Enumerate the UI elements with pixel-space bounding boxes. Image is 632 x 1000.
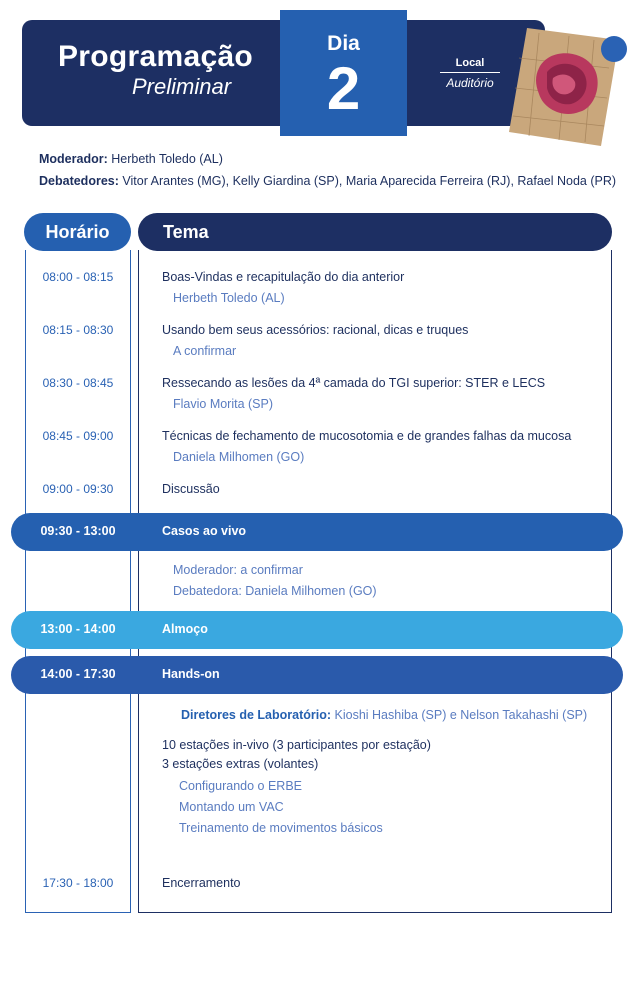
session-time: 08:45 - 09:00 <box>42 429 114 443</box>
debaters-label: Debatedores: <box>39 174 119 188</box>
moderator-line <box>39 152 223 166</box>
session-speaker: A confirmar <box>173 344 237 358</box>
session-topic: Discussão <box>162 482 220 496</box>
day-label: Dia <box>327 32 360 55</box>
live-cases-label: Casos ao vivo <box>162 524 247 538</box>
session-topic: Ressecando as lesões da 4ª camada do TGI superior: STER e LECS <box>162 376 546 390</box>
live-moderator: Moderador: a confirmar <box>173 563 303 577</box>
moderator-value: Herbeth Toledo (AL) <box>111 152 223 166</box>
closing-label: Encerramento <box>162 876 241 890</box>
session-topic: Usando bem seus acessórios: racional, dicas e truques <box>162 323 469 337</box>
time-column <box>25 250 131 913</box>
debaters-value: Vitor Arantes (MG), Kelly Giardina (SP), Maria Aparecida Ferreira (RJ), Rafael Noda (PR) <box>122 174 617 188</box>
handson-time: 14:00 - 17:30 <box>40 667 116 681</box>
closing-time: 17:30 - 18:00 <box>42 876 114 890</box>
local-divider <box>440 72 500 73</box>
session-time: 09:00 - 09:30 <box>42 482 114 496</box>
handson-item: Configurando o ERBE <box>179 779 302 793</box>
lab-directors <box>181 708 587 722</box>
time-column-header: Horário <box>24 213 131 251</box>
session-speaker: Flavio Morita (SP) <box>173 397 274 411</box>
decorative-dot <box>601 36 627 62</box>
live-cases-band <box>11 513 623 551</box>
session-speaker: Herbeth Toledo (AL) <box>173 291 285 305</box>
topic-column-header: Tema <box>138 213 612 251</box>
local-value: Auditório <box>446 76 494 90</box>
live-cases-time: 09:30 - 13:00 <box>40 524 116 538</box>
lab-directors-value: Kioshi Hashiba (SP) e Nelson Takahashi (SP) <box>334 708 588 722</box>
handson-item: Treinamento de movimentos básicos <box>179 821 383 835</box>
session-time: 08:00 - 08:15 <box>42 270 114 284</box>
page-subtitle: Preliminar <box>132 74 232 99</box>
lab-directors-label: Diretores de Laboratório: <box>181 708 332 722</box>
page-title: Programação <box>58 40 254 73</box>
lunch-time: 13:00 - 14:00 <box>40 622 116 636</box>
handson-item: Montando um VAC <box>179 800 284 814</box>
handson-band <box>11 656 623 694</box>
lunch-band <box>11 611 623 649</box>
local-label: Local <box>455 57 485 69</box>
session-time: 08:15 - 08:30 <box>42 323 114 337</box>
day-number: 2 <box>326 55 361 122</box>
session-topic: Técnicas de fechamento de mucosotomia e de grandes falhas da mucosa <box>162 429 572 443</box>
moderator-label: Moderador: <box>39 152 108 166</box>
extra-stations-text: 3 estações extras (volantes) <box>162 757 319 771</box>
handson-label: Hands-on <box>162 667 220 681</box>
stations-text: 10 estações in-vivo (3 participantes por estação) <box>162 738 431 752</box>
live-debater: Debatedora: Daniela Milhomen (GO) <box>173 584 377 598</box>
session-speaker: Daniela Milhomen (GO) <box>173 450 305 464</box>
session-topic: Boas-Vindas e recapitulação do dia anterior <box>162 270 405 284</box>
session-time: 08:30 - 08:45 <box>42 376 114 390</box>
debaters-line <box>39 174 616 188</box>
lunch-label: Almoço <box>162 622 208 636</box>
